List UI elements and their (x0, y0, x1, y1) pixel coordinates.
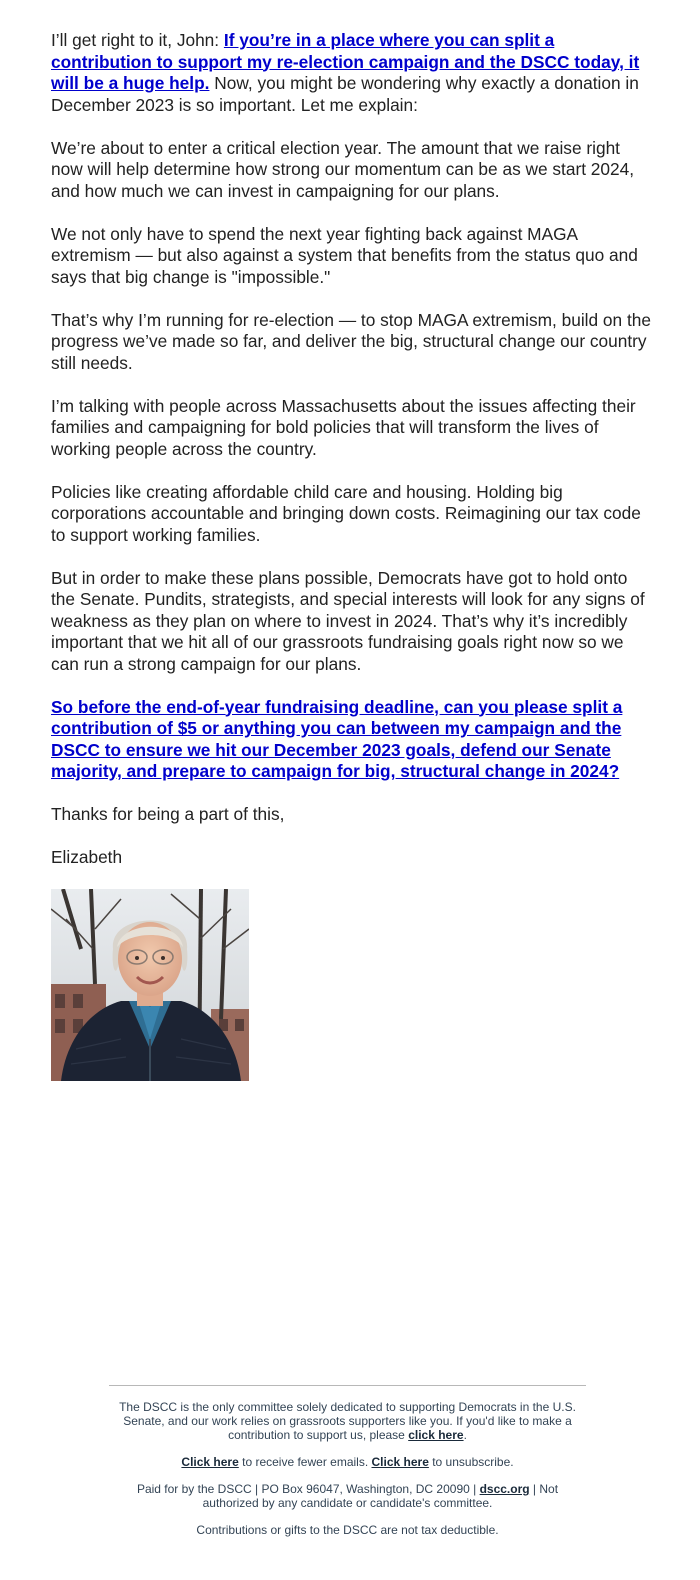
body-paragraph-5: Policies like creating affordable child care and housing. Holding big corporations accountable and bringing down costs. Reimagining our tax code to support working families. (51, 481, 641, 545)
body-paragraph-4: I’m talking with people across Massachusetts about the issues affecting their families and campaigning for bold policies that will transform the lives of working people across the country. (51, 395, 636, 459)
body-paragraph-3: That’s why I’m running for re-election — to stop MAGA extremism, build on the progress we’ve made so far, and deliver the big, structural change our country still needs. (51, 309, 651, 373)
dscc-site-link[interactable]: dscc.org (479, 1482, 530, 1496)
footer-about-end: . (463, 1428, 467, 1442)
paid-for-text: Paid for by the DSCC | PO Box 96047, Washington, DC 20090 | (136, 1482, 480, 1496)
unsubscribe-link[interactable]: Click here (371, 1455, 429, 1469)
signature: Elizabeth (51, 847, 123, 867)
footer (109, 1385, 586, 1537)
portrait-photo (51, 889, 249, 1081)
body-paragraph-1: We’re about to enter a critical election year. The amount that we raise right now will help determine how strong our momentum can be as we start 2024, and how much we can invest in campaigning for our plans. (51, 137, 635, 201)
fewer-emails-text: to receive fewer emails. (238, 1455, 372, 1469)
body-paragraph-2: We not only have to spend the next year fighting back against MAGA extremism — but also against a system that benefits from the status quo and says that big change is "impossible." (51, 223, 638, 287)
footer-paid-for (119, 1482, 576, 1510)
fewer-emails-link[interactable]: Click here (181, 1455, 239, 1469)
intro-paragraph (51, 30, 651, 116)
intro-donate-link[interactable]: If you’re in a place where you can split a contribution to support my re-election campaign and the DSCC today, it will be a huge help. (51, 30, 640, 93)
unsubscribe-text: to unsubscribe. (428, 1455, 514, 1469)
footer-tax-note: Contributions or gifts to the DSCC are not tax deductible. (196, 1523, 499, 1537)
footer-contribute-link[interactable]: click here (408, 1428, 464, 1442)
footer-about-text: The DSCC is the only committee solely dedicated to supporting Democrats in the U.S. Senate, and our work relies on grassroots supporters like you. If you'd like to make a contribution to support us, please (119, 1400, 576, 1442)
closing-line: Thanks for being a part of this, (51, 804, 285, 824)
cta-donate-link[interactable]: So before the end-of-year fundraising deadline, can you please split a contribution of $5 or anything you can between my campaign and the DSCC to ensure we hit our December 2023 goals, defend our Senate majority, and prepare to campaign for big, structural change in 2024? (51, 696, 623, 781)
footer-about (119, 1400, 576, 1442)
email-body (51, 30, 651, 1081)
intro-text: I’ll get right to it, John: (51, 30, 224, 50)
intro-rest-text: Now, you might be wondering why exactly a donation in December 2023 is so important. Let me explain: (51, 73, 639, 115)
cta-paragraph (51, 697, 651, 783)
paid-for-end: | Not authorized by any candidate or candidate's committee. (202, 1482, 559, 1510)
body-paragraph-6: But in order to make these plans possible, Democrats have got to hold onto the Senate. Pundits, strategists, and special interests will look for any signs of weakness as they plan on where to invest in 2024. That’s why it’s incredibly important that we hit all of our grassroots fundraising goals right now so we can run a strong campaign for our plans. (51, 567, 645, 674)
footer-preferences (119, 1455, 576, 1469)
